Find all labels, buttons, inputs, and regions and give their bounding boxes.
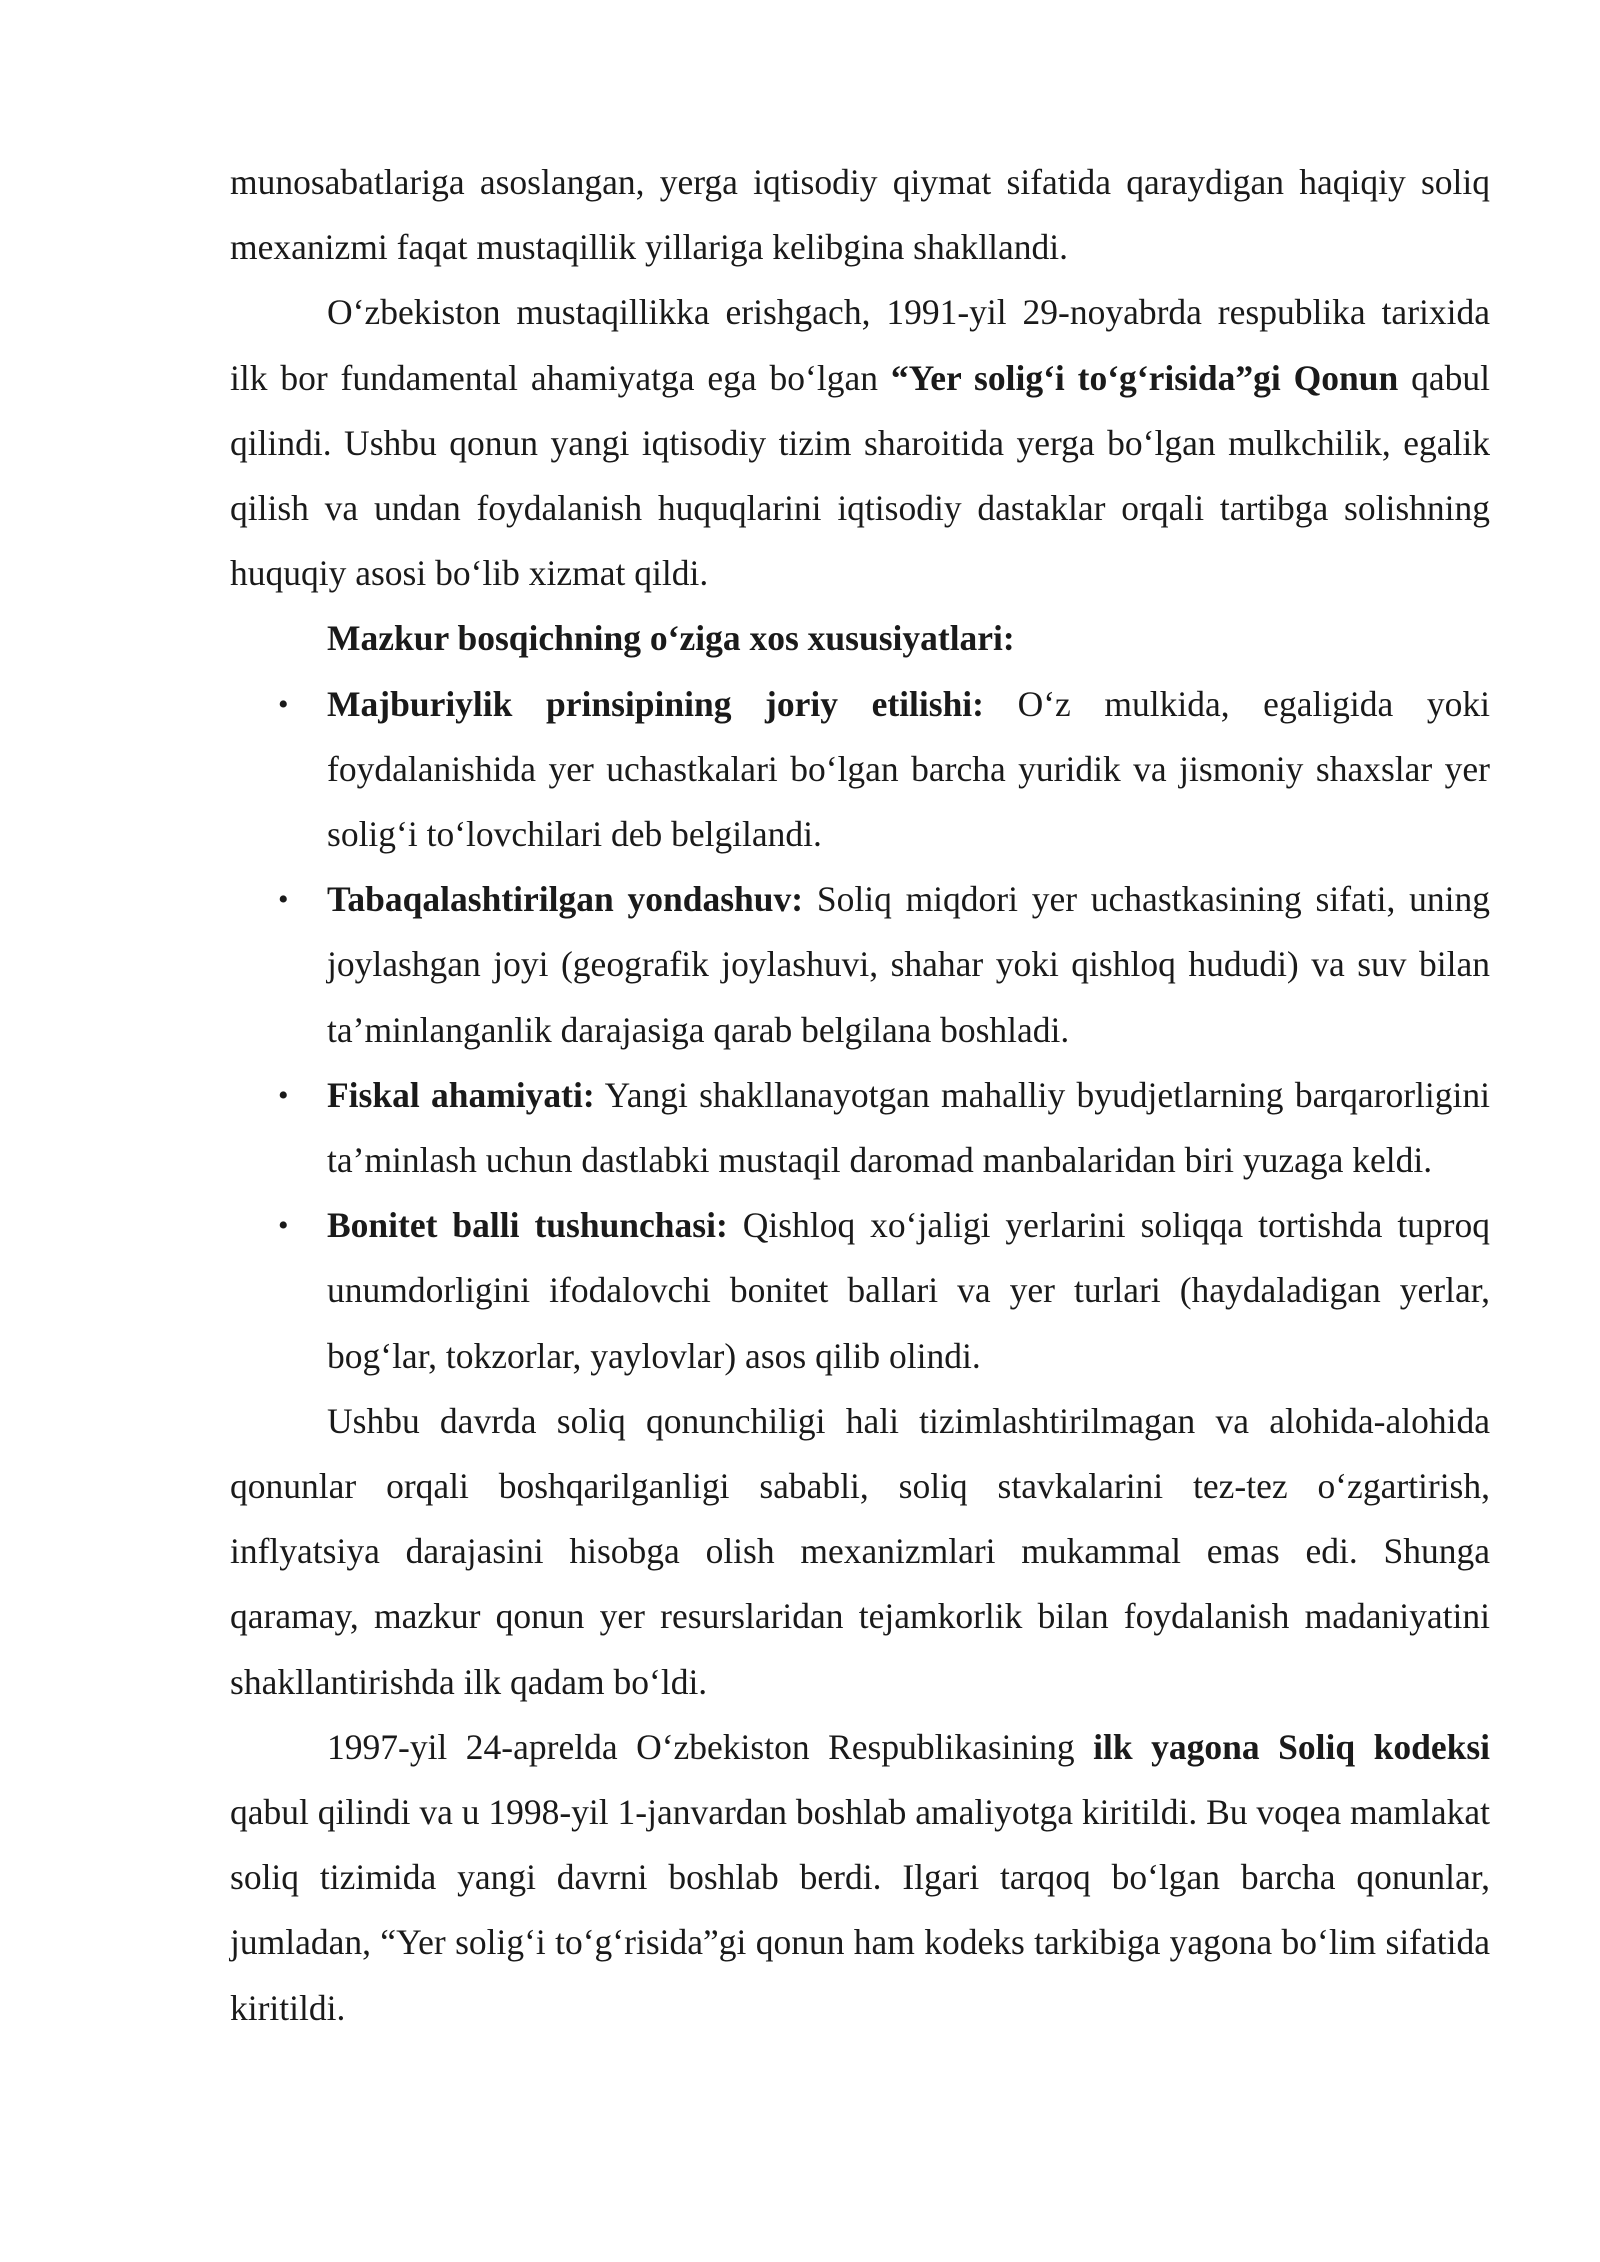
feature-title: Bonitet balli tushunchasi: xyxy=(327,1205,728,1246)
paragraph-land-tax-law-post: qabul qilindi. Ushbu qonun yangi iqtisodiy tizim sharoitida yerga bo‘lgan mulkchilik, egalik qilish va undan foydalanish huquqlarini iqtisodiy dastaklar orqali tartibga solishning huquqiy asosi bo‘lib xizmat qildi. xyxy=(230,357,1490,594)
feature-text: Soliq miqdori yer uchastkasining sifati, uning joylashgan joyi (geografik joylashuvi, shahar yoki qishloq hududi) va suv bilan ta’minlanganlik darajasiga qarab belgilana boshladi. xyxy=(327,879,1491,1050)
features-heading: Mazkur bosqichning o‘ziga xos xususiyatlari: xyxy=(327,618,1015,659)
feature-title: Tabaqalashtirilgan yondashuv: xyxy=(327,879,804,920)
paragraph-land-tax-law xyxy=(230,280,1490,606)
feature-text: Yangi shakllanayotgan mahalliy byudjetlarning barqarorligini ta’minlash uchun dastlabki mustaqil daromad manbalaridan biri yuzaga keldi. xyxy=(327,1074,1490,1181)
feature-text: O‘z mulkida, egaligida yoki foydalanishida yer uchastkalari bo‘lgan barcha yuridik va jismoniy shaxslar yer solig‘i to‘lovchilari deb belgilandi. xyxy=(327,683,1490,855)
paragraph-intro: munosabatlariga asoslangan, yerga iqtisodiy qiymat sifatida qaraydigan haqiqiy soliq mexanizmi faqat mustaqillik yillariga kelibgina shakllandi. xyxy=(230,162,1490,268)
feature-text: Qishloq xo‘jaligi yerlarini soliqqa tortishda tuproq unumdorligini ifodalovchi bonitet ballari va yer turlari (haydaladigan yerlar, bog‘lar, tokzorlar, yaylovlar) asos qilib olindi. xyxy=(327,1205,1490,1376)
list-item xyxy=(230,672,1490,868)
list-item xyxy=(230,1063,1490,1193)
bullet-icon: • xyxy=(278,687,289,721)
paragraph-tax-code xyxy=(230,1715,1490,2041)
features-list xyxy=(230,672,1490,1389)
feature-title: Fiskal ahamiyati: xyxy=(327,1074,595,1115)
paragraph-land-tax-law-bold: “Yer solig‘i to‘g‘risida”gi Qonun xyxy=(890,357,1399,398)
bullet-icon: • xyxy=(278,1209,289,1243)
bullet-icon: • xyxy=(278,883,289,917)
paragraph-land-tax-law-pre: O‘zbekiston mustaqillikka erishgach, 1991-yil 29-noyabrda respublika tarixida ilk bor fundamental ahamiyatga ega bo‘lgan xyxy=(230,292,1490,398)
paragraph-tax-code-bold: ilk yagona Soliq kodeksi xyxy=(1093,1726,1490,1767)
bullet-icon: • xyxy=(278,1078,289,1112)
paragraph-tax-code-pre: 1997-yil 24-aprelda O‘zbekiston Respublikasining xyxy=(327,1726,1094,1767)
feature-title: Majburiylik prinsipining joriy etilishi: xyxy=(327,683,984,724)
list-item xyxy=(230,1193,1490,1389)
document-page xyxy=(230,150,1490,2041)
paragraph-tax-code-post: qabul qilindi va u 1998-yil 1-janvardan boshlab amaliyotga kiritildi. Bu voqea mamlakat soliq tizimida yangi davrni boshlab berdi. Ilgari tarqoq bo‘lgan barcha qonunlar, jumladan, “Yer solig‘i to‘g‘risida”gi qonun ham kodeks tarkibiga yagona bo‘lim sifatida kiritildi. xyxy=(230,1792,1490,2028)
list-item xyxy=(230,867,1490,1063)
paragraph-legislation-period: Ushbu davrda soliq qonunchiligi hali tizimlashtirilmagan va alohida-alohida qonunlar orqali boshqarilganligi sababli, soliq stavkalarini tez-tez o‘zgartirish, inflyatsiya darajasini hisobga olish mexanizmlari mukammal emas edi. Shunga qaramay, mazkur qonun yer resurslaridan tejamkorlik bilan foydalanish madaniyatini shakllantirishda ilk qadam bo‘ldi. xyxy=(230,1400,1490,1702)
